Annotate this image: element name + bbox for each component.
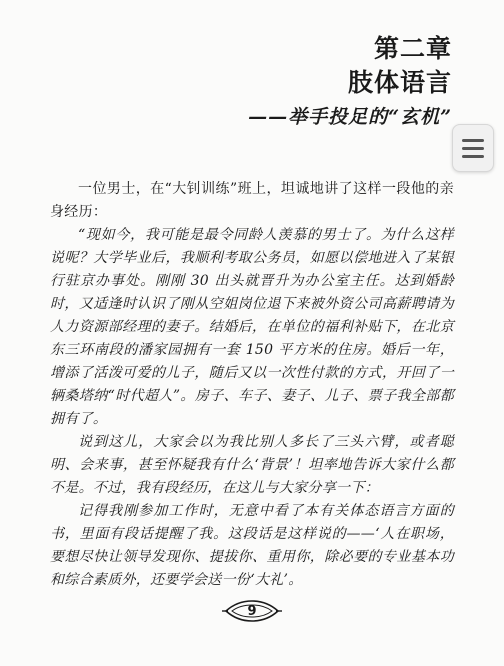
- hamburger-icon: [462, 139, 484, 142]
- chapter-header: [248, 34, 452, 130]
- chapter-number: 第二章: [373, 34, 452, 63]
- menu-button[interactable]: [452, 124, 494, 172]
- chapter-title: 肢体语言: [347, 68, 452, 97]
- paragraph-4: 记得我刚参加工作时，无意中看了本有关体态语言方面的书，里面有段话提醒了我。这段话是这样说的——‘人在职场，要想尽快让领导发现你、提拔你、重用你，除必要的专业基本功和综合素质外，还要学会送一份‘大礼’。: [50, 503, 454, 588]
- paragraph-2: “现如今，我可能是最令同龄人羡慕的男士了。为什么这样说呢？大学毕业后，我顺利考取公务员，如愿以偿地进入了某银行驻京办事处。刚刚 30 出头就晋升为办公室主任。达到婚龄时，又适逢时认识了刚从空姐岗位退下来被外资公司高薪聘请为人力资源部经理的妻子。结婚后，在单位的福利补贴下，在北京东三环南段的潘家园拥有一套 150 平方米的住房。婚后一年，增添了活泼可爱的儿子，随后又以一次性付款的方式，开回了一辆桑塔纳“时代超人”。房子、车子、妻子、儿子、票子我全部都拥有了。: [50, 227, 454, 427]
- chapter-subtitle: ——举手投足的“玄机”: [248, 106, 452, 128]
- hamburger-icon-bar-2: [462, 147, 484, 150]
- paragraph-3: 说到这儿，大家会以为我比别人多长了三头六臂，或者聪明、会来事，甚至怀疑我有什么‘背景’！坦率地告诉大家什么都不是。不过，我有段经历，在这儿与大家分享一下：: [50, 434, 454, 496]
- paragraph-1: 一位男士，在“大钊训练”班上，坦诚地讲了这样一段他的亲身经历：: [50, 181, 454, 220]
- hamburger-icon-bar-3: [462, 155, 484, 158]
- page-number-badge: [222, 600, 282, 622]
- body-text: [50, 178, 454, 592]
- page-number: 9: [247, 603, 257, 619]
